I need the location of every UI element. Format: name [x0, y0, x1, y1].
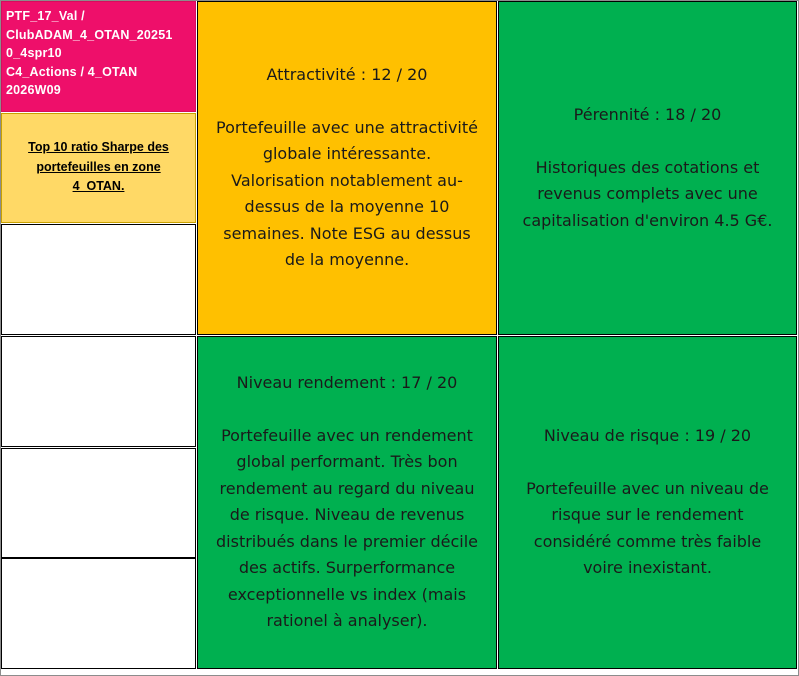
attractivite-text-line: Portefeuille avec une attractivité	[216, 117, 478, 137]
attractivite-score-title: Attractivité : 12 / 20	[266, 65, 428, 85]
portfolio-header-line: 2026W09	[6, 83, 61, 97]
rendement-text-line: rationel à analyser).	[266, 611, 428, 631]
risque-text-line: risque sur le rendement	[551, 505, 744, 525]
risque-score-title: Niveau de risque : 19 / 20	[543, 426, 752, 446]
rendement-text-line: Portefeuille avec un rendement	[221, 425, 473, 445]
portfolio-header-line: C4_Actions / 4_OTAN	[6, 64, 138, 79]
risque-text-line: considéré comme très faible	[533, 531, 762, 551]
rendement-panel	[197, 336, 497, 669]
empty-cell	[1, 448, 196, 558]
perennite-text-line: Historiques des cotations et	[535, 157, 760, 177]
rendement-text-line: de risque. Niveau de revenus	[229, 505, 465, 525]
rendement-text-line: rendement au regard du niveau	[219, 478, 475, 498]
ranking-note-line: 4_OTAN.	[72, 179, 125, 193]
empty-cell	[1, 558, 196, 669]
attractivite-text-line: dessus de la moyenne 10	[244, 197, 450, 217]
ranking-note-line: Top 10 ratio Sharpe des	[28, 140, 169, 154]
portfolio-header-cell	[1, 1, 196, 112]
attractivite-text-line: semaines. Note ESG au dessus	[223, 223, 471, 243]
rendement-text-line: distribués dans le premier décile	[216, 531, 478, 551]
portfolio-header-line: 0_4spr10	[6, 46, 62, 60]
perennite-text-line: capitalisation d'environ 4.5 G€.	[522, 210, 773, 230]
empty-cell	[1, 224, 196, 335]
rendement-text-line: global performant. Très bon	[236, 452, 458, 472]
portfolio-header-line: PTF_17_Val /	[6, 9, 85, 23]
risque-panel	[498, 336, 797, 669]
rendement-score-title: Niveau rendement : 17 / 20	[236, 373, 458, 393]
portfolio-header-line: ClubADAM_4_OTAN_20251	[6, 27, 173, 42]
ranking-note-line: portefeuilles en zone	[36, 159, 161, 174]
risque-text-line: Portefeuille avec un niveau de	[526, 478, 769, 498]
rendement-text-line: des actifs. Surperformance	[238, 558, 456, 578]
risque-text-line: voire inexistant.	[583, 558, 712, 578]
attractivite-text-line: Valorisation notablement au-	[231, 170, 463, 190]
empty-cell	[1, 336, 196, 447]
perennite-score-title: Pérennité : 18 / 20	[573, 105, 722, 124]
attractivite-text-line: globale intéressante.	[262, 144, 432, 164]
attractivite-panel	[197, 1, 497, 335]
rendement-text-line: exceptionnelle vs index (mais	[227, 584, 467, 604]
ranking-note-cell	[1, 113, 196, 223]
perennite-panel	[498, 1, 797, 335]
attractivite-text-line: de la moyenne.	[284, 250, 410, 270]
perennite-text-line: revenus complets avec une	[537, 184, 758, 203]
